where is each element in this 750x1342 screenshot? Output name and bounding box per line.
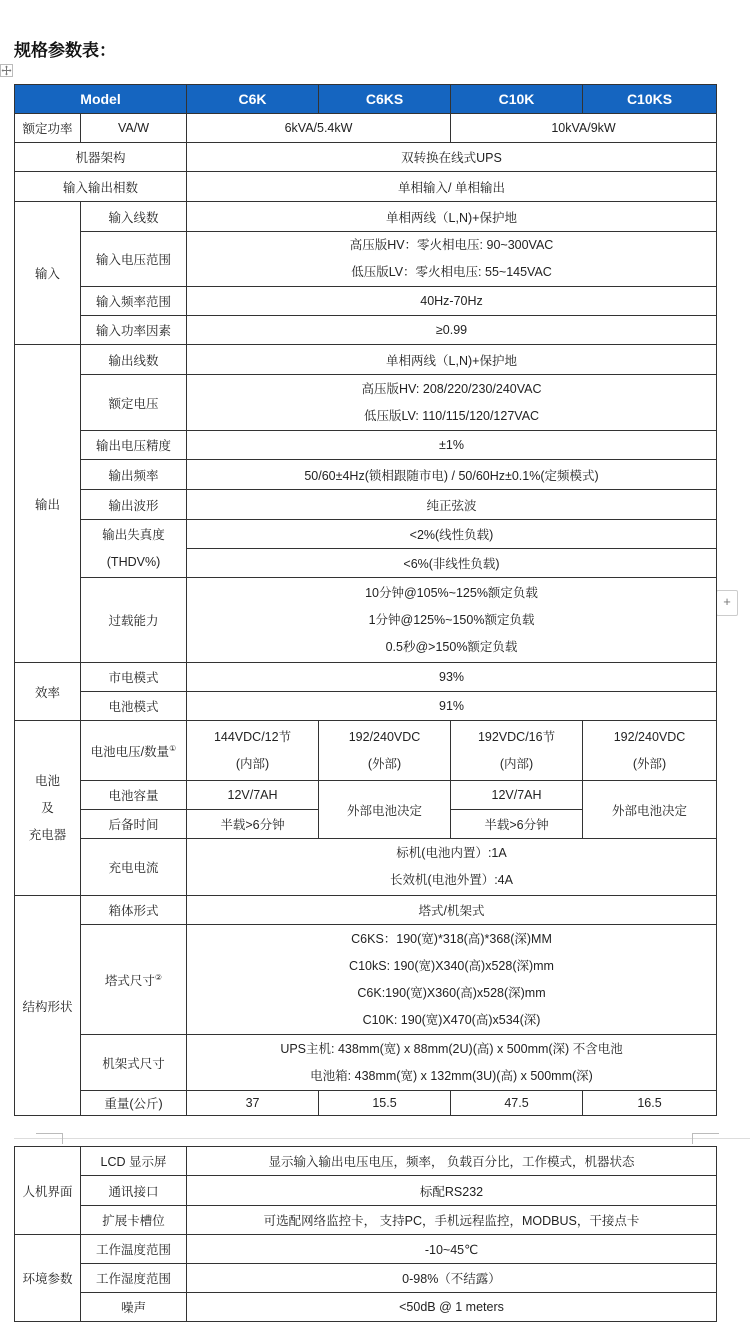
- table-row: [15, 839, 717, 896]
- row-label: 噪声: [81, 1293, 187, 1322]
- cell-value: 50/60±4Hz(锁相跟随市电) / 50/60Hz±0.1%(定频模式): [187, 460, 717, 490]
- table-row: [15, 375, 717, 431]
- cell-value: 91%: [187, 692, 717, 721]
- cell-value: 12V/7AH: [451, 781, 583, 810]
- cell-value: 标配RS232: [187, 1176, 717, 1206]
- table-row: [15, 172, 717, 202]
- group-label: 环境参数: [15, 1235, 81, 1322]
- row-label: 电池模式: [81, 692, 187, 721]
- row-label: 箱体形式: [81, 896, 187, 925]
- footnote-marker: ①: [169, 743, 177, 753]
- table-row: [15, 520, 717, 549]
- cell-line: 低压版LV：零火相电压: 55~145VAC: [351, 265, 552, 279]
- row-label: 输入频率范围: [81, 287, 187, 316]
- table-row: [15, 663, 717, 692]
- cell-value: 10kVA/9kW: [451, 114, 717, 143]
- cell-value: 半载>6分钟: [187, 810, 319, 839]
- row-label: 工作温度范围: [81, 1235, 187, 1264]
- cell-value: 15.5: [319, 1091, 451, 1116]
- row-label: 后备时间: [81, 810, 187, 839]
- cell-value: 47.5: [451, 1091, 583, 1116]
- table-row: [15, 721, 717, 781]
- table-row: [15, 431, 717, 460]
- table-row: [15, 1147, 717, 1176]
- group-label: 输出: [15, 345, 81, 663]
- cell-line: 低压版LV: 110/115/120/127VAC: [363, 408, 540, 423]
- cell-value: -10~45℃: [187, 1235, 717, 1264]
- page-title: 规格参数表：: [14, 41, 116, 60]
- cell-line: 192/240VDC: [613, 729, 686, 744]
- table-row: [15, 1176, 717, 1206]
- table-row: [15, 114, 717, 143]
- cell-value: 40Hz-70Hz: [187, 287, 717, 316]
- cell-line: C6K:190(宽)X360(高)x528(深)mm: [357, 985, 546, 1000]
- cell-line: C6KS：190(宽)*318(高)*368(深)MM: [351, 931, 552, 946]
- footnote-marker: ②: [154, 972, 163, 982]
- cell-line: (外部): [632, 756, 667, 771]
- row-label: LCD 显示屏: [81, 1147, 187, 1176]
- row-label: 额定电压: [81, 375, 187, 431]
- cell-value: 93%: [187, 663, 717, 692]
- row-label: 电池容量: [81, 781, 187, 810]
- table-row: [15, 232, 717, 287]
- cell-line: 高压版HV: 208/220/230/240VAC: [361, 381, 542, 396]
- group-label-line: 电池: [34, 773, 60, 788]
- table-row: [15, 692, 717, 721]
- cell-value: [187, 721, 319, 781]
- cell-value: 显示输入输出电压电压，频率， 负载百分比，工作模式，机器状态: [187, 1147, 717, 1176]
- table-row: [15, 316, 717, 345]
- cell-value: <50dB @ 1 meters: [187, 1293, 717, 1322]
- row-label: 工作湿度范围: [81, 1264, 187, 1293]
- cell-line: 0.5秒@>150%额定负载: [385, 639, 518, 654]
- move-handle-icon[interactable]: [0, 64, 13, 77]
- cell-line: 长效机(电池外置）:4A: [390, 873, 513, 887]
- table-row: [15, 1206, 717, 1235]
- row-label: VA/W: [81, 114, 187, 143]
- header-c10ks: C10KS: [583, 85, 717, 114]
- cell-value: 37: [187, 1091, 319, 1116]
- row-label: [81, 925, 187, 1035]
- table-row: [15, 896, 717, 925]
- cell-value: 单相两线（L,N)+保护地: [187, 202, 717, 232]
- group-label: 效率: [15, 663, 81, 721]
- spec-table: [14, 84, 717, 1116]
- cell-line: (外部): [367, 756, 402, 771]
- row-label: 机器架构: [15, 143, 187, 172]
- cell-value: 16.5: [583, 1091, 717, 1116]
- header-model: Model: [15, 85, 187, 114]
- cell-value: 外部电池决定: [583, 781, 717, 839]
- row-label: 重量(公斤): [81, 1091, 187, 1116]
- row-label: 输出频率: [81, 460, 187, 490]
- row-label-line: (THDV%): [106, 554, 161, 569]
- cell-value: [187, 925, 717, 1035]
- group-label: 人机界面: [15, 1147, 81, 1235]
- cell-value: ±1%: [187, 431, 717, 460]
- row-label-line: 输出失真度: [102, 527, 165, 542]
- cell-value: [187, 375, 717, 431]
- row-label: [81, 520, 187, 578]
- header-row: [15, 85, 717, 114]
- row-label: 输入功率因素: [81, 316, 187, 345]
- cell-line: 电池箱: 438mm(宽) x 132mm(3U)(高) x 500mm(深): [310, 1068, 593, 1083]
- cell-line: 标机(电池内置）:1A: [396, 846, 507, 860]
- table-row: [15, 460, 717, 490]
- header-c6ks: C6KS: [319, 85, 451, 114]
- table-row: [15, 143, 717, 172]
- table-row: [15, 202, 717, 232]
- cell-value: 外部电池决定: [319, 781, 451, 839]
- row-label: 扩展卡槽位: [81, 1206, 187, 1235]
- table-row: [15, 578, 717, 663]
- cell-value: <6%(非线性负载): [187, 549, 717, 578]
- cell-line: 192VDC/16节: [477, 729, 556, 744]
- row-label: 输入输出相数: [15, 172, 187, 202]
- row-label: 市电模式: [81, 663, 187, 692]
- table-row: [15, 490, 717, 520]
- cell-value: 单相两线（L,N)+保护地: [187, 345, 717, 375]
- cell-value: [187, 232, 717, 287]
- cell-value: 6kVA/5.4kW: [187, 114, 451, 143]
- cell-value: 纯正弦波: [187, 490, 717, 520]
- cell-value: [187, 839, 717, 896]
- cell-value: 12V/7AH: [187, 781, 319, 810]
- row-label: 输出线数: [81, 345, 187, 375]
- cell-line: C10K: 190(宽)X470(高)x534(深): [362, 1012, 541, 1027]
- row-label: 额定功率: [15, 114, 81, 143]
- cell-value: 单相输入/ 单相输出: [187, 172, 717, 202]
- row-label: 过载能力: [81, 578, 187, 663]
- row-label: [81, 721, 187, 781]
- row-label: 充电电流: [81, 839, 187, 896]
- table-row: [15, 1264, 717, 1293]
- row-label: 输入线数: [81, 202, 187, 232]
- table-row: [15, 1235, 717, 1264]
- page-corner-mark: [692, 1133, 719, 1144]
- add-column-icon[interactable]: +: [716, 590, 738, 616]
- table-row: [15, 1293, 717, 1322]
- row-label: 通讯接口: [81, 1176, 187, 1206]
- row-label: 输出波形: [81, 490, 187, 520]
- cell-line: C10kS: 190(宽)X340(高)x528(深)mm: [349, 958, 554, 973]
- row-label: 输入电压范围: [81, 232, 187, 287]
- cell-value: 双转换在线式UPS: [187, 143, 717, 172]
- header-c6k: C6K: [187, 85, 319, 114]
- group-label: 结构形状: [15, 896, 81, 1116]
- header-c10k: C10K: [451, 85, 583, 114]
- cell-line: (内部): [499, 756, 534, 771]
- page-corner-mark: [36, 1133, 63, 1144]
- cell-value: [187, 578, 717, 663]
- cell-value: [451, 721, 583, 781]
- cell-line: UPS主机: 438mm(宽) x 88mm(2U)(高) x 500mm(深) 不含电池: [280, 1041, 623, 1056]
- cell-line: 10分钟@105%~125%额定负载: [365, 585, 538, 600]
- group-label: 输入: [15, 202, 81, 345]
- cell-value: ≥0.99: [187, 316, 717, 345]
- cell-value: [583, 721, 717, 781]
- group-label-line: 及: [41, 800, 54, 815]
- row-label: 输出电压精度: [81, 431, 187, 460]
- cell-value: 半载>6分钟: [451, 810, 583, 839]
- cell-line: 1分钟@125%~150%额定负载: [368, 612, 535, 627]
- table-row: [15, 1091, 717, 1116]
- cell-line: 高压版HV：零火相电压: 90~300VAC: [349, 238, 554, 252]
- row-label: 机架式尺寸: [81, 1035, 187, 1091]
- row-label-text: 塔式尺寸: [104, 973, 155, 988]
- cell-value: <2%(线性负载): [187, 520, 717, 549]
- cell-value: 可选配网络监控卡， 支持PC，手机远程监控，MODBUS，干接点卡: [187, 1206, 717, 1235]
- cell-line: 144VDC/12节: [213, 729, 292, 744]
- table-row: [15, 781, 717, 810]
- group-label-line: 充电器: [28, 827, 67, 842]
- cell-value: [187, 1035, 717, 1091]
- group-label: [15, 721, 81, 896]
- cell-line: (内部): [235, 756, 270, 771]
- page-divider: [14, 1138, 750, 1139]
- cell-line: 192/240VDC: [348, 729, 421, 744]
- cell-value: 0-98%（不结露）: [187, 1264, 717, 1293]
- table-row: [15, 1035, 717, 1091]
- cell-value: 塔式/机架式: [187, 896, 717, 925]
- cell-value: [319, 721, 451, 781]
- table-row: [15, 287, 717, 316]
- spec-table-continued: [14, 1146, 717, 1322]
- table-row: [15, 925, 717, 1035]
- row-label-text: 电池电压/数量: [90, 744, 170, 759]
- table-row: [15, 345, 717, 375]
